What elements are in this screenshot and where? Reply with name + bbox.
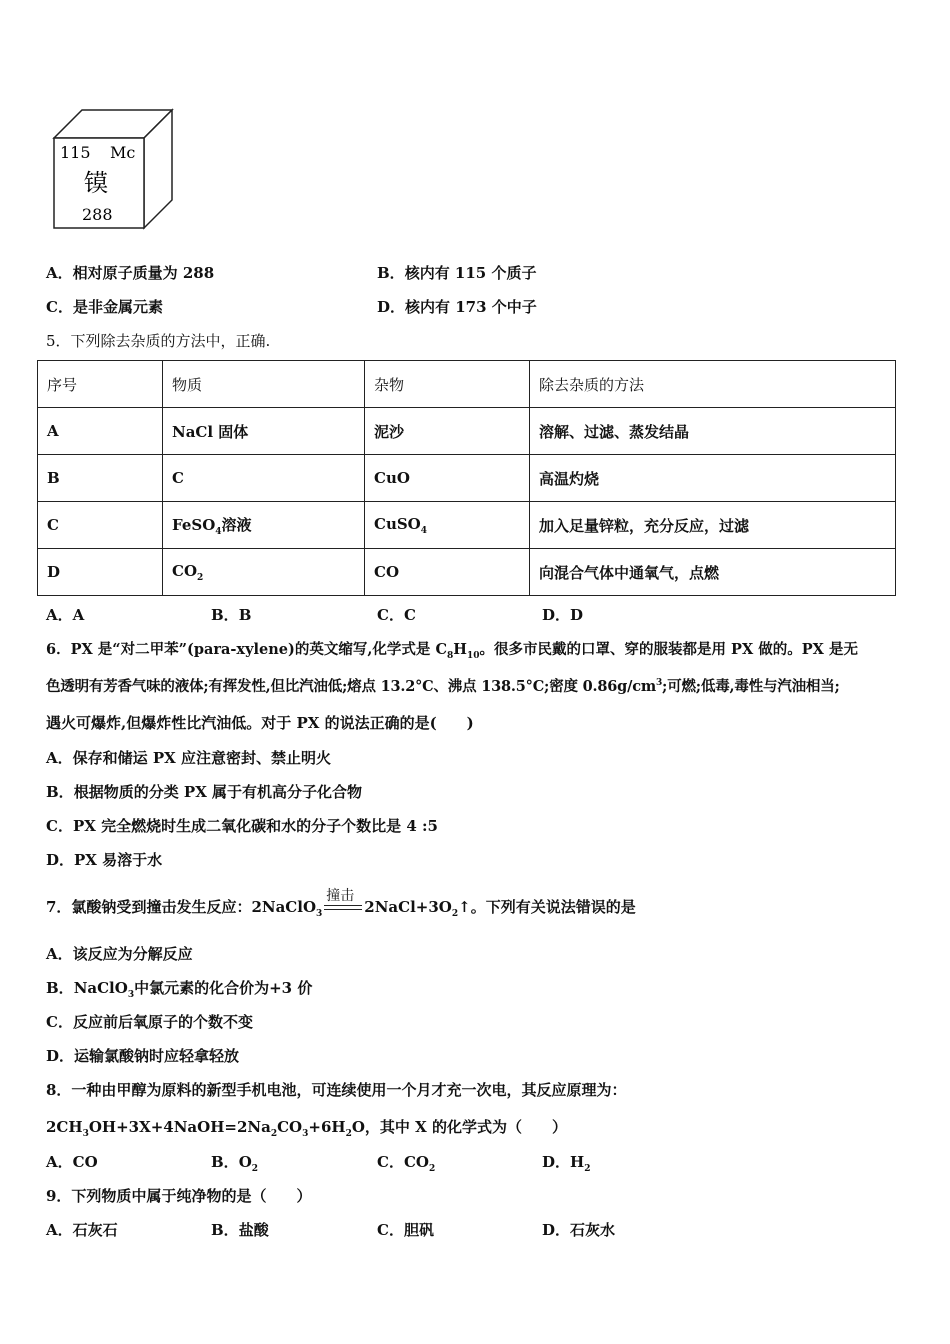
q4-option-b: B．核内有 115 个质子 — [377, 264, 537, 282]
table-row — [38, 455, 896, 502]
q5-option-a: A．A — [46, 606, 85, 624]
element-mass: 288 — [82, 205, 113, 224]
q9-option-b: B．盐酸 — [211, 1221, 269, 1239]
table-row — [38, 502, 896, 549]
q5-option-c: C．C — [377, 606, 416, 624]
q9-option-d: D．石灰水 — [542, 1221, 616, 1239]
table-cell: B — [38, 455, 163, 502]
q8-equation: $2CH_3OH+3X+4NaOH=2Na_2CO_3+6H_2O$，其中 X 的化学式为（ ） — [46, 1118, 567, 1139]
element-card-figure — [52, 108, 174, 230]
q9-option-c: C．胆矾 — [377, 1221, 434, 1239]
element-number: 115 — [60, 143, 91, 162]
header-cell: 除去杂质的方法 — [530, 361, 896, 408]
header-cell: 物质 — [163, 361, 365, 408]
q6-option-c: C．PX 完全燃烧时生成二氧化碳和水的分子个数比是 4 :5 — [46, 817, 438, 835]
q6-option-a: A．保存和储运 PX 应注意密封、禁止明火 — [46, 749, 332, 767]
table-cell: NaCl 固体 — [163, 408, 365, 455]
table-cell: C — [163, 455, 365, 502]
q4-option-d: D．核内有 173 个中子 — [377, 298, 537, 316]
table-row — [38, 408, 896, 455]
header-cell: 杂物 — [365, 361, 530, 408]
q7-option-c: C．反应前后氧原子的个数不变 — [46, 1013, 253, 1031]
header-cell: 序号 — [38, 361, 163, 408]
table-row — [38, 549, 896, 596]
q5-table — [37, 360, 896, 596]
q6-option-b: B．根据物质的分类 PX 属于有机高分子化合物 — [46, 783, 363, 801]
q4-option-a: A．相对原子质量为 288 — [46, 264, 215, 282]
q6-stem-line2: 色透明有芳香气味的液体;有挥发性,但比汽油低;熔点 13.2°C、沸点 138.5°C;密度 $0.86g/cm^3$;可燃;低毒,毒性与汽油相当; — [46, 678, 840, 695]
table-cell: $CO_2$ — [163, 549, 365, 596]
table-cell: 高温灼烧 — [530, 455, 896, 502]
q4-option-c: C．是非金属元素 — [46, 298, 163, 316]
table-cell: FeSO$_4$溶液 — [163, 502, 365, 549]
table-cell: 加入足量锌粒，充分反应，过滤 — [530, 502, 896, 549]
table-cell: D — [38, 549, 163, 596]
table-cell: 向混合气体中通氧气，点燃 — [530, 549, 896, 596]
q6-option-d: D．PX 易溶于水 — [46, 851, 163, 869]
q5-option-d: D．D — [542, 606, 584, 624]
element-symbol: Mc — [110, 143, 136, 162]
reaction-condition: 撞击 — [324, 901, 362, 915]
q8-option-a: A．CO — [46, 1153, 98, 1171]
table-cell: 溶解、过滤、蒸发结晶 — [530, 408, 896, 455]
q7-option-b: B．NaClO$_3$中氯元素的化合价为+3 价 — [46, 979, 313, 1000]
table-header-row — [38, 361, 896, 408]
q8-option-b: B．$O_2$ — [211, 1153, 259, 1174]
q5-stem: 5．下列除去杂质的方法中，正确. — [46, 332, 271, 350]
table-cell: CO — [365, 549, 530, 596]
q9-option-a: A．石灰石 — [46, 1221, 118, 1239]
table-cell: CuSO$_4$ — [365, 502, 530, 549]
q6-stem-line1: 6．PX 是“对二甲苯”(para-xylene)的英文缩写,化学式是 $C_8H_{10}$。很多市民戴的口罩、穿的服装都是用 PX 做的。PX 是无 — [46, 641, 858, 661]
table-cell: CuO — [365, 455, 530, 502]
table-cell: 泥沙 — [365, 408, 530, 455]
table-cell: A — [38, 408, 163, 455]
element-name: 镆 — [84, 169, 108, 197]
q6-stem-line3: 遇火可爆炸,但爆炸性比汽油低。对于 PX 的说法正确的是( ) — [46, 714, 474, 732]
q5-option-b: B．B — [211, 606, 252, 624]
q8-option-c: C．$CO_2$ — [377, 1153, 436, 1174]
q7-option-d: D．运输氯酸钠时应轻拿轻放 — [46, 1047, 240, 1065]
q7-option-a: A．该反应为分解反应 — [46, 945, 193, 963]
q7-stem: 7．氯酸钠受到撞击发生反应：2NaClO$_3$ 撞击 $2NaCl+3O_2↑$。下列有关说法错误的是 — [46, 888, 636, 919]
q8-option-d: D．$H_2$ — [542, 1153, 591, 1174]
q8-stem: 8．一种由甲醇为原料的新型手机电池，可连续使用一个月才充一次电，其反应原理为： — [46, 1081, 627, 1099]
q9-stem: 9．下列物质中属于纯净物的是（ ） — [46, 1187, 312, 1205]
table-cell: C — [38, 502, 163, 549]
